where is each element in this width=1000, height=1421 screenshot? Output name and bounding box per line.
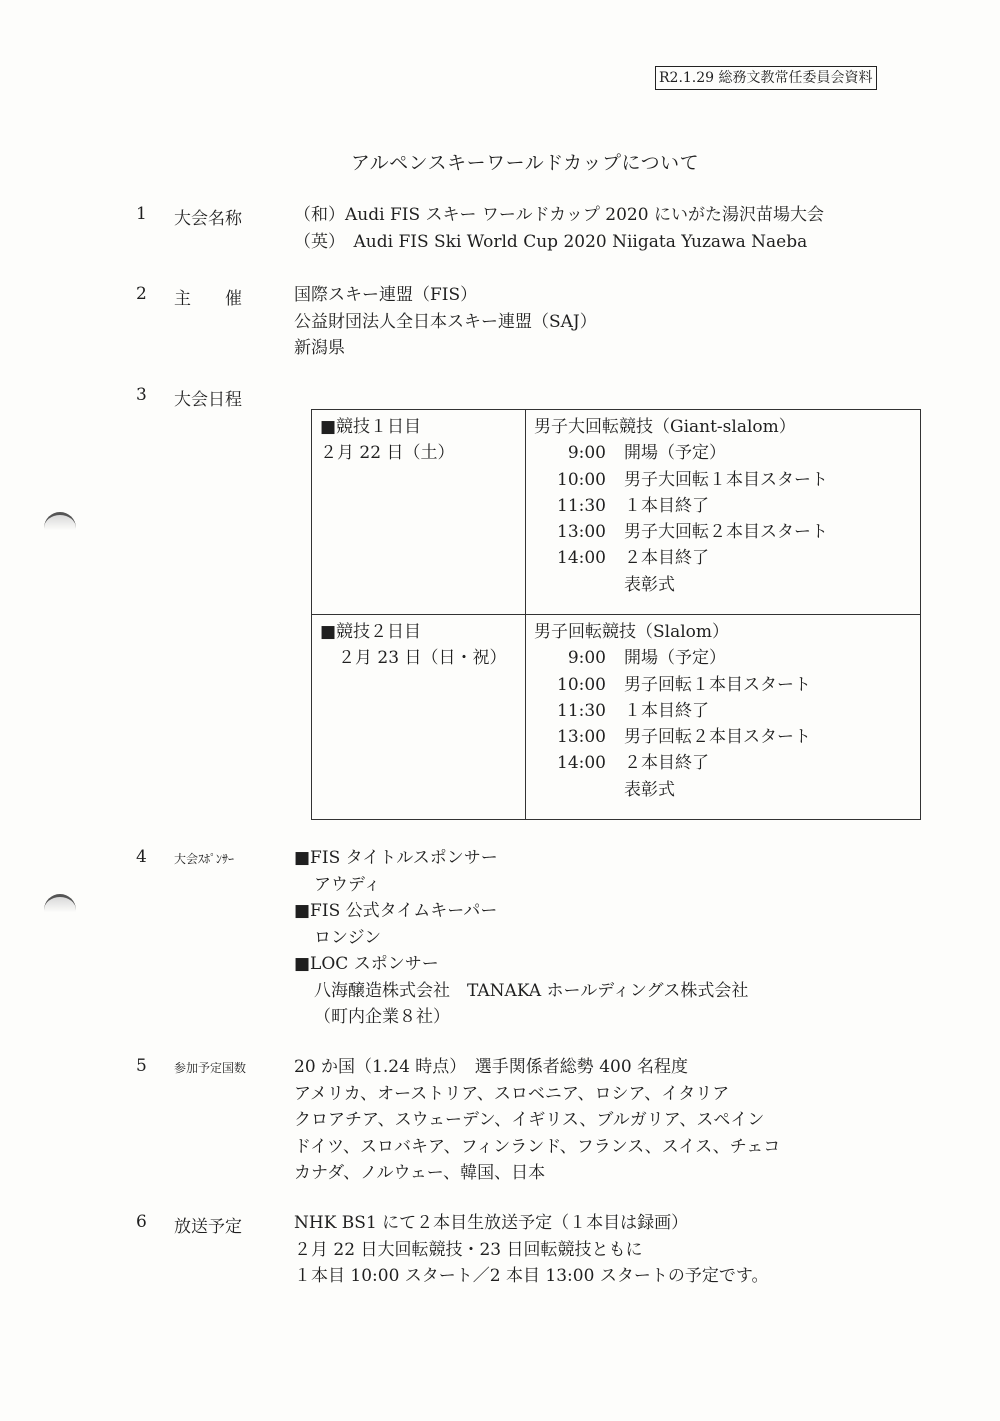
organizers [294, 282, 597, 362]
event-time: 10:00 [557, 469, 606, 490]
event-text: １本目終了 [624, 700, 709, 721]
day-label: ■競技１日目 [320, 417, 422, 437]
event-time: 9:00 [567, 648, 606, 669]
section-number: 1 [136, 204, 147, 224]
event-time [534, 777, 624, 803]
event-text: 男子回転２本目スタート [624, 727, 811, 748]
event-time: 11:30 [557, 495, 606, 516]
schedule-table [311, 409, 921, 820]
event-text: 男子大回転２本目スタート [624, 522, 828, 543]
section-label: 大会ｽﾎﾟﾝｻｰ [174, 852, 235, 866]
sponsor-category: ■LOC スポンサー [294, 954, 439, 974]
event-time: 11:30 [557, 700, 606, 721]
event-time: 13:00 [557, 727, 606, 748]
punch-hole-mark [44, 512, 76, 537]
section-label: 主 催 [174, 289, 242, 309]
event-text: 表彰式 [624, 574, 675, 595]
event-time: 14:00 [557, 548, 606, 569]
event-time: 14:00 [557, 753, 606, 774]
event-text: 開場（予定） [624, 443, 726, 464]
event-text: 開場（予定） [624, 648, 726, 669]
schedule-day-cell [312, 615, 526, 820]
country-list: アメリカ、オーストリア、スロベニア、ロシア、イタリア [294, 1083, 730, 1104]
day-label: ■競技２日目 [320, 622, 422, 642]
section-number: 3 [136, 385, 147, 405]
organizer-item: 新潟県 [294, 338, 345, 358]
event-item [534, 724, 912, 750]
event-name-en: （英） Audi FIS Ski World Cup 2020 Niigata Yuzawa Naeba [294, 231, 808, 252]
schedule-row [312, 410, 921, 615]
event-item [534, 645, 912, 671]
country-list: ドイツ、スロバキア、フィンランド、フランス、スイス、チェコ [294, 1136, 781, 1157]
schedule-events-cell [526, 410, 921, 615]
event-item [534, 545, 912, 571]
meeting-stamp: R2.1.29 総務文教常任委員会資料 [655, 66, 877, 90]
participating-countries [294, 1054, 780, 1187]
section-label: 放送予定 [174, 1217, 242, 1237]
sponsors [294, 845, 748, 1031]
sponsor-name: アウディ [314, 874, 381, 895]
event-item [534, 519, 912, 545]
section-number: 4 [136, 847, 147, 867]
country-count: 20 か国（1.24 時点） 選手関係者総勢 400 名程度 [294, 1057, 689, 1077]
broadcast-line: ２月 22 日大回転競技・23 日回転競技ともに [294, 1239, 643, 1260]
event-time [534, 572, 624, 598]
section-label: 参加予定国数 [174, 1061, 247, 1075]
event-item [534, 493, 912, 519]
sponsor-name: ロンジン [314, 927, 382, 948]
event-title: 男子回転競技（Slalom） [534, 622, 730, 642]
event-name [294, 202, 824, 255]
broadcast-schedule [294, 1210, 768, 1290]
event-name-ja: （和）Audi FIS スキー ワールドカップ 2020 にいがた湯沢苗場大会 [294, 205, 824, 225]
day-date: ２月 23 日（日・祝） [338, 648, 507, 669]
event-item [534, 750, 912, 776]
event-item [534, 572, 912, 598]
event-text: １本目終了 [624, 495, 709, 516]
organizer-item: 公益財団法人全日本スキー連盟（SAJ） [294, 311, 597, 332]
event-time: 10:00 [557, 674, 606, 695]
page-title: アルペンスキーワールドカップについて [350, 152, 700, 174]
event-text: ２本目終了 [624, 548, 709, 569]
sponsor-note: （町内企業８社） [314, 1007, 450, 1027]
section-label: 大会日程 [174, 390, 242, 410]
event-text: ２本目終了 [624, 753, 709, 774]
day-date: ２月 22 日（土） [320, 443, 455, 464]
section-number: 5 [136, 1056, 147, 1076]
schedule-day-cell [312, 410, 526, 615]
punch-hole-mark [44, 894, 76, 919]
event-item [534, 672, 912, 698]
event-time: 13:00 [557, 522, 606, 543]
sponsor-name: 八海醸造株式会社 TANAKA ホールディングス株式会社 [314, 980, 749, 1001]
sponsor-category: ■FIS タイトルスポンサー [294, 848, 498, 868]
broadcast-line: NHK BS1 にて２本目生放送予定（１本目は録画） [294, 1213, 689, 1233]
broadcast-line: １本目 10:00 スタート／2 本目 13:00 スタートの予定です。 [294, 1266, 769, 1286]
schedule-events-cell [526, 615, 921, 820]
section-number: 6 [136, 1212, 147, 1232]
country-list: クロアチア、スウェーデン、イギリス、ブルガリア、スペイン [294, 1110, 765, 1130]
event-item [534, 777, 912, 803]
event-item [534, 467, 912, 493]
sponsor-category: ■FIS 公式タイムキーパー [294, 901, 498, 921]
event-text: 男子大回転１本目スタート [624, 469, 828, 490]
event-time: 9:00 [567, 443, 606, 464]
event-text: 男子回転１本目スタート [624, 674, 811, 695]
section-number: 2 [136, 284, 147, 304]
event-text: 表彰式 [624, 779, 675, 800]
event-item [534, 440, 912, 466]
event-title: 男子大回転競技（Giant-slalom） [534, 417, 796, 437]
organizer-item: 国際スキー連盟（FIS） [294, 285, 478, 305]
event-item [534, 698, 912, 724]
schedule-row [312, 615, 921, 820]
section-label: 大会名称 [174, 209, 242, 229]
country-list: カナダ、ノルウェー、韓国、日本 [294, 1163, 546, 1183]
